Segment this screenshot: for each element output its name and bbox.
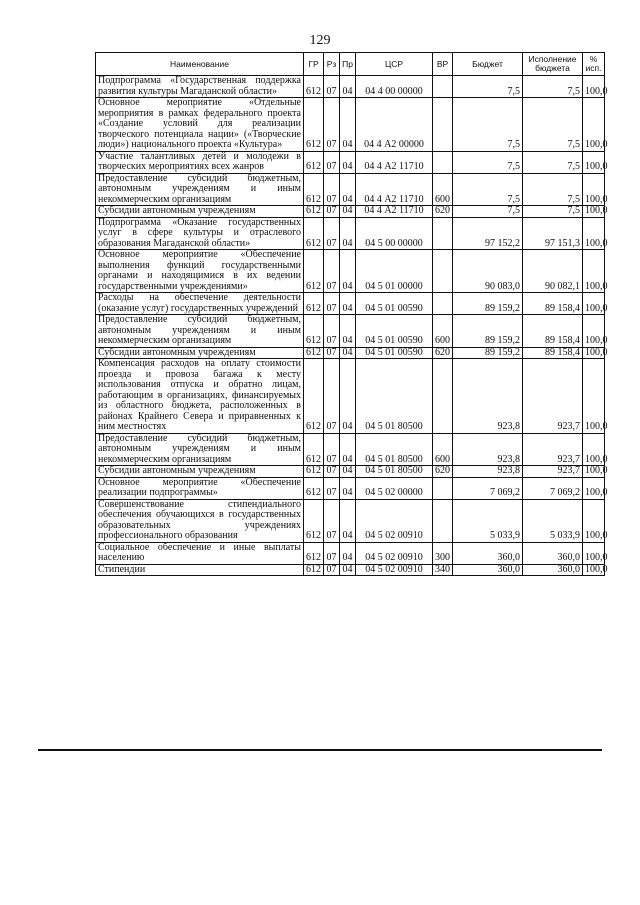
cell-pr: 04 (340, 293, 356, 315)
cell-gr: 612 (304, 564, 324, 576)
cell-name: Социальное обеспечение и иные выплаты населению (96, 542, 304, 564)
table-row (96, 76, 605, 98)
cell-budget: 7,5 (453, 151, 523, 173)
cell-budget: 5 033,9 (453, 499, 523, 542)
table-row (96, 217, 605, 250)
cell-gr: 612 (304, 293, 324, 315)
cell-execution: 7 069,2 (523, 477, 583, 499)
cell-execution: 5 033,9 (523, 499, 583, 542)
cell-name: Компенсация расходов на оплату стоимости проезда и провоза багажа к месту использования отпуска и обратно лицам, работающим в организациях, финансируемых из областного бюджета, расположенных в районах Крайнего Севера и приравненных к ним местностях (96, 359, 304, 434)
cell-csr: 04 5 02 00910 (356, 542, 433, 564)
cell-name: Субсидии автономным учреждениям (96, 206, 304, 218)
cell-percent: 100,0 (583, 564, 605, 576)
cell-budget: 360,0 (453, 564, 523, 576)
table-row (96, 477, 605, 499)
cell-budget: 7,5 (453, 98, 523, 152)
cell-csr: 04 4 А2 11710 (356, 206, 433, 218)
cell-pr: 04 (340, 359, 356, 434)
header-name: Наименование (96, 53, 304, 76)
cell-vr: 620 (433, 206, 453, 218)
footer-rule (38, 749, 602, 751)
cell-vr: 620 (433, 466, 453, 478)
header-pr: Пр (340, 53, 356, 76)
cell-execution: 923,7 (523, 466, 583, 478)
table-row (96, 347, 605, 359)
cell-name: Подпрограмма «Оказание государственных услуг в сфере культуры и отраслевого образования Магаданской области» (96, 217, 304, 250)
cell-csr: 04 5 00 00000 (356, 217, 433, 250)
cell-budget: 360,0 (453, 542, 523, 564)
cell-gr: 612 (304, 206, 324, 218)
cell-execution: 7,5 (523, 76, 583, 98)
cell-rz: 07 (324, 217, 340, 250)
cell-csr: 04 5 01 80500 (356, 433, 433, 466)
cell-name: Совершенствование стипендиального обеспечения обучающихся в государственных образовательных учреждениях профессионального образования (96, 499, 304, 542)
cell-gr: 612 (304, 499, 324, 542)
cell-execution: 7,5 (523, 98, 583, 152)
cell-name: Основное мероприятие «Обеспечение реализации подпрограммы» (96, 477, 304, 499)
cell-gr: 612 (304, 477, 324, 499)
cell-execution: 923,7 (523, 359, 583, 434)
cell-gr: 612 (304, 76, 324, 98)
cell-percent: 100,0 (583, 173, 605, 206)
cell-vr (433, 250, 453, 293)
cell-pr: 04 (340, 98, 356, 152)
cell-rz: 07 (324, 293, 340, 315)
header-budget: Бюджет (453, 53, 523, 76)
cell-pr: 04 (340, 542, 356, 564)
cell-pr: 04 (340, 477, 356, 499)
cell-rz: 07 (324, 173, 340, 206)
cell-percent: 100,0 (583, 76, 605, 98)
cell-vr (433, 151, 453, 173)
cell-percent: 100,0 (583, 250, 605, 293)
cell-pr: 04 (340, 173, 356, 206)
cell-pr: 04 (340, 151, 356, 173)
cell-gr: 612 (304, 347, 324, 359)
cell-vr (433, 359, 453, 434)
table-row (96, 315, 605, 348)
cell-csr: 04 5 02 00910 (356, 564, 433, 576)
cell-percent: 100,0 (583, 98, 605, 152)
cell-gr: 612 (304, 433, 324, 466)
cell-budget: 7,5 (453, 206, 523, 218)
cell-csr: 04 5 02 00910 (356, 499, 433, 542)
cell-rz: 07 (324, 499, 340, 542)
cell-budget: 7,5 (453, 173, 523, 206)
cell-execution: 7,5 (523, 173, 583, 206)
cell-budget: 7 069,2 (453, 477, 523, 499)
cell-vr (433, 76, 453, 98)
cell-vr: 620 (433, 347, 453, 359)
cell-vr (433, 477, 453, 499)
table-row (96, 98, 605, 152)
cell-execution: 360,0 (523, 564, 583, 576)
cell-rz: 07 (324, 433, 340, 466)
cell-gr: 612 (304, 151, 324, 173)
cell-budget: 7,5 (453, 76, 523, 98)
table-row (96, 206, 605, 218)
header-gr: ГР (304, 53, 324, 76)
table-row (96, 499, 605, 542)
cell-execution: 923,7 (523, 433, 583, 466)
cell-name: Субсидии автономным учреждениям (96, 347, 304, 359)
cell-rz: 07 (324, 477, 340, 499)
cell-execution: 89 158,4 (523, 293, 583, 315)
cell-gr: 612 (304, 359, 324, 434)
cell-gr: 612 (304, 466, 324, 478)
cell-budget: 89 159,2 (453, 293, 523, 315)
cell-percent: 100,0 (583, 217, 605, 250)
cell-rz: 07 (324, 347, 340, 359)
cell-pr: 04 (340, 433, 356, 466)
cell-rz: 07 (324, 359, 340, 434)
cell-budget: 90 083,0 (453, 250, 523, 293)
cell-csr: 04 5 02 00000 (356, 477, 433, 499)
table-row (96, 564, 605, 576)
cell-gr: 612 (304, 98, 324, 152)
cell-gr: 612 (304, 315, 324, 348)
cell-rz: 07 (324, 98, 340, 152)
cell-vr (433, 499, 453, 542)
table-row (96, 151, 605, 173)
cell-execution: 7,5 (523, 206, 583, 218)
header-rz: Рз (324, 53, 340, 76)
cell-vr (433, 293, 453, 315)
cell-csr: 04 4 А2 11710 (356, 173, 433, 206)
cell-name: Предоставление субсидий бюджетным, автономным учреждениям и иным некоммерческим организациям (96, 433, 304, 466)
cell-pr: 04 (340, 206, 356, 218)
cell-name: Предоставление субсидий бюджетным, автономным учреждениям и иным некоммерческим организациям (96, 173, 304, 206)
cell-csr: 04 4 00 00000 (356, 76, 433, 98)
table-row (96, 542, 605, 564)
cell-percent: 100,0 (583, 206, 605, 218)
cell-pr: 04 (340, 217, 356, 250)
cell-execution: 360,0 (523, 542, 583, 564)
cell-rz: 07 (324, 315, 340, 348)
cell-csr: 04 5 01 00000 (356, 250, 433, 293)
cell-budget: 923,8 (453, 433, 523, 466)
cell-vr (433, 98, 453, 152)
table-row (96, 293, 605, 315)
cell-pr: 04 (340, 250, 356, 293)
cell-percent: 100,0 (583, 359, 605, 434)
cell-csr: 04 5 01 00590 (356, 347, 433, 359)
cell-percent: 100,0 (583, 347, 605, 359)
cell-budget: 923,8 (453, 359, 523, 434)
cell-pr: 04 (340, 499, 356, 542)
header-percent: % исп. (583, 53, 605, 76)
cell-percent: 100,0 (583, 499, 605, 542)
cell-budget: 89 159,2 (453, 315, 523, 348)
cell-percent: 100,0 (583, 293, 605, 315)
cell-csr: 04 4 А2 00000 (356, 98, 433, 152)
table-row (96, 466, 605, 478)
cell-csr: 04 5 01 00590 (356, 293, 433, 315)
cell-percent: 100,0 (583, 466, 605, 478)
cell-pr: 04 (340, 315, 356, 348)
cell-csr: 04 4 А2 11710 (356, 151, 433, 173)
table-row (96, 250, 605, 293)
cell-vr: 600 (433, 315, 453, 348)
cell-name: Участие талантливых детей и молодежи в творческих мероприятиях всех жанров (96, 151, 304, 173)
cell-name: Подпрограмма «Государственная поддержка развития культуры Магаданской области» (96, 76, 304, 98)
header-csr: ЦСР (356, 53, 433, 76)
header-execution: Исполнение бюджета (523, 53, 583, 76)
cell-execution: 89 158,4 (523, 347, 583, 359)
cell-name: Стипендии (96, 564, 304, 576)
cell-vr: 300 (433, 542, 453, 564)
cell-csr: 04 5 01 00590 (356, 315, 433, 348)
cell-execution: 90 082,1 (523, 250, 583, 293)
cell-rz: 07 (324, 206, 340, 218)
cell-name: Расходы на обеспечение деятельности (оказание услуг) государственных учреждений (96, 293, 304, 315)
cell-rz: 07 (324, 151, 340, 173)
page-number: 129 (309, 33, 331, 48)
cell-gr: 612 (304, 173, 324, 206)
cell-budget: 923,8 (453, 466, 523, 478)
header-vr: ВР (433, 53, 453, 76)
table-row (96, 433, 605, 466)
table-row (96, 173, 605, 206)
cell-execution: 89 158,4 (523, 315, 583, 348)
cell-vr: 600 (433, 433, 453, 466)
cell-name: Субсидии автономным учреждениям (96, 466, 304, 478)
cell-pr: 04 (340, 347, 356, 359)
cell-rz: 07 (324, 250, 340, 293)
cell-execution: 7,5 (523, 151, 583, 173)
cell-csr: 04 5 01 80500 (356, 359, 433, 434)
budget-execution-table (95, 52, 608, 576)
cell-pr: 04 (340, 564, 356, 576)
cell-gr: 612 (304, 542, 324, 564)
cell-percent: 100,0 (583, 542, 605, 564)
cell-percent: 100,0 (583, 477, 605, 499)
table-header-row (96, 53, 605, 76)
cell-budget: 97 152,2 (453, 217, 523, 250)
cell-vr: 600 (433, 173, 453, 206)
cell-name: Предоставление субсидий бюджетным, автономным учреждениям и иным некоммерческим организациям (96, 315, 304, 348)
cell-name: Основное мероприятие «Отдельные мероприятия в рамках федерального проекта «Создание условий для реализации творческого потенциала нации» («Творческие люди») национального проекта «Культура» (96, 98, 304, 152)
cell-rz: 07 (324, 542, 340, 564)
cell-gr: 612 (304, 250, 324, 293)
table-body (96, 75, 608, 576)
table-row (96, 359, 605, 434)
cell-rz: 07 (324, 466, 340, 478)
cell-name: Основное мероприятие «Обеспечение выполнения функций государственными органами и находящимися в их ведении государственными учреждениями» (96, 250, 304, 293)
cell-vr: 340 (433, 564, 453, 576)
cell-rz: 07 (324, 76, 340, 98)
cell-execution: 97 151,3 (523, 217, 583, 250)
cell-vr (433, 217, 453, 250)
cell-rz: 07 (324, 564, 340, 576)
cell-pr: 04 (340, 76, 356, 98)
cell-percent: 100,0 (583, 315, 605, 348)
cell-budget: 89 159,2 (453, 347, 523, 359)
cell-percent: 100,0 (583, 151, 605, 173)
cell-csr: 04 5 01 80500 (356, 466, 433, 478)
cell-gr: 612 (304, 217, 324, 250)
cell-pr: 04 (340, 466, 356, 478)
cell-percent: 100,0 (583, 433, 605, 466)
